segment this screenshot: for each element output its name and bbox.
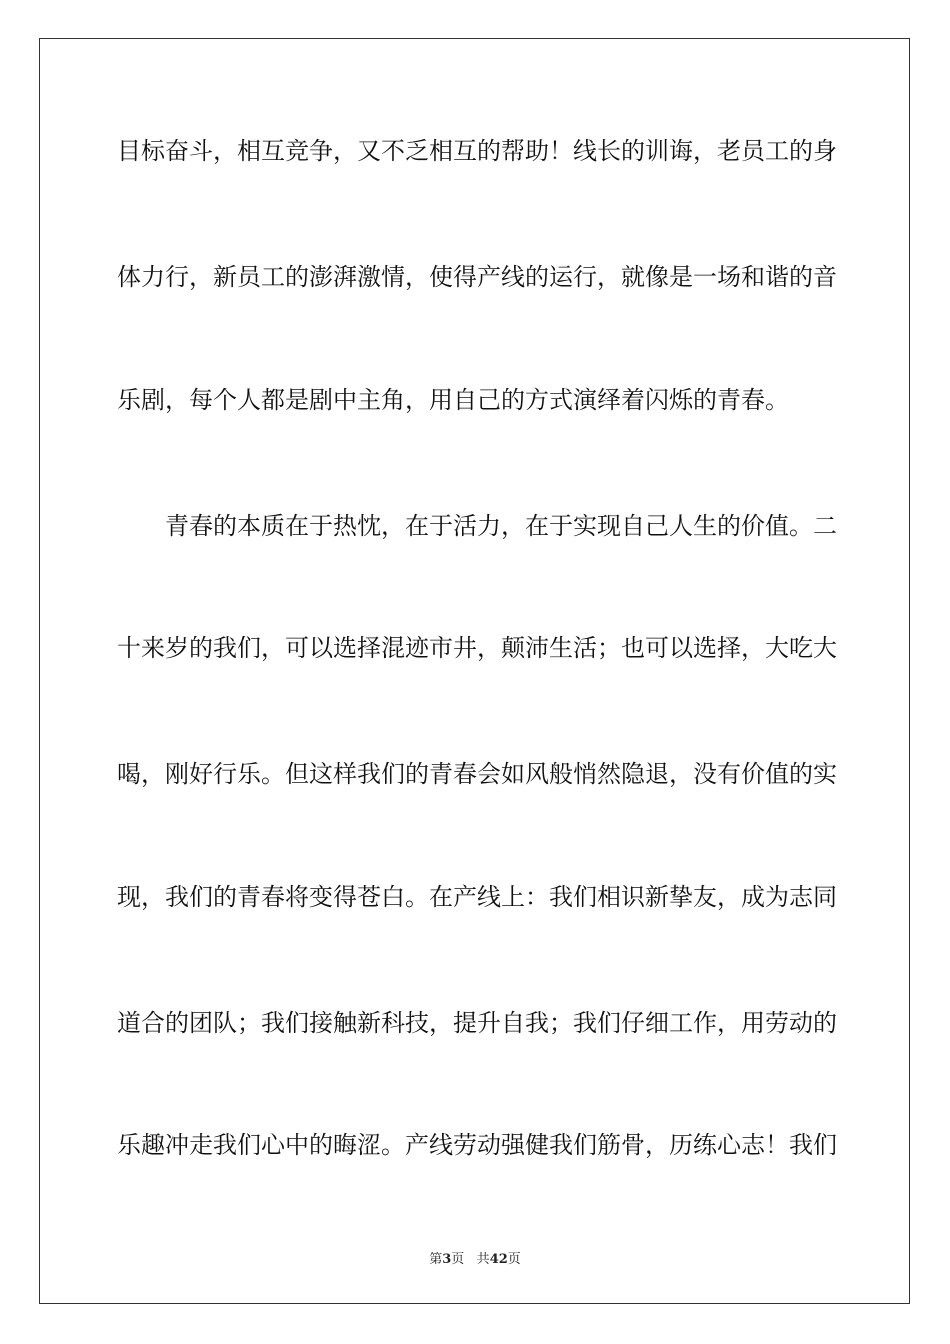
text-line: 十来岁的我们，可以选择混迹市井，颠沛生活；也可以选择，大吃大 [117,634,837,662]
text-line: 乐剧，每个人都是剧中主角，用自己的方式演绎着闪烁的青春。 [117,386,789,414]
text-line: 体力行，新员工的澎湃激情，使得产线的运行，就像是一场和谐的音 [117,263,837,291]
total-label-suffix: 页 [507,1252,521,1267]
text-line: 目标奋斗，相互竞争，又不乏相互的帮助！线长的训诲，老员工的身 [117,137,837,165]
text-line: 现，我们的青春将变得苍白。在产线上：我们相识新挚友，成为志同 [117,883,837,911]
total-label-prefix: 共 [476,1252,490,1267]
total-pages: 42 [489,1252,508,1267]
page-number: 3 [442,1252,452,1267]
page-border [39,38,910,1304]
page-label-suffix: 页 [451,1252,465,1267]
text-line: 乐趣冲走我们心中的晦涩。产线劳动强健我们筋骨，历练心志！我们 [117,1131,837,1159]
page-label-prefix: 第 [429,1252,443,1267]
page-footer [0,1248,950,1267]
text-line: 道合的团队；我们接触新科技，提升自我；我们仔细工作，用劳动的 [117,1009,837,1037]
paragraph-first-line: 青春的本质在于热忱，在于活力，在于实现自己人生的价值。二 [165,512,837,540]
text-line: 喝，刚好行乐。但这样我们的青春会如风般悄然隐退，没有价值的实 [117,760,837,788]
